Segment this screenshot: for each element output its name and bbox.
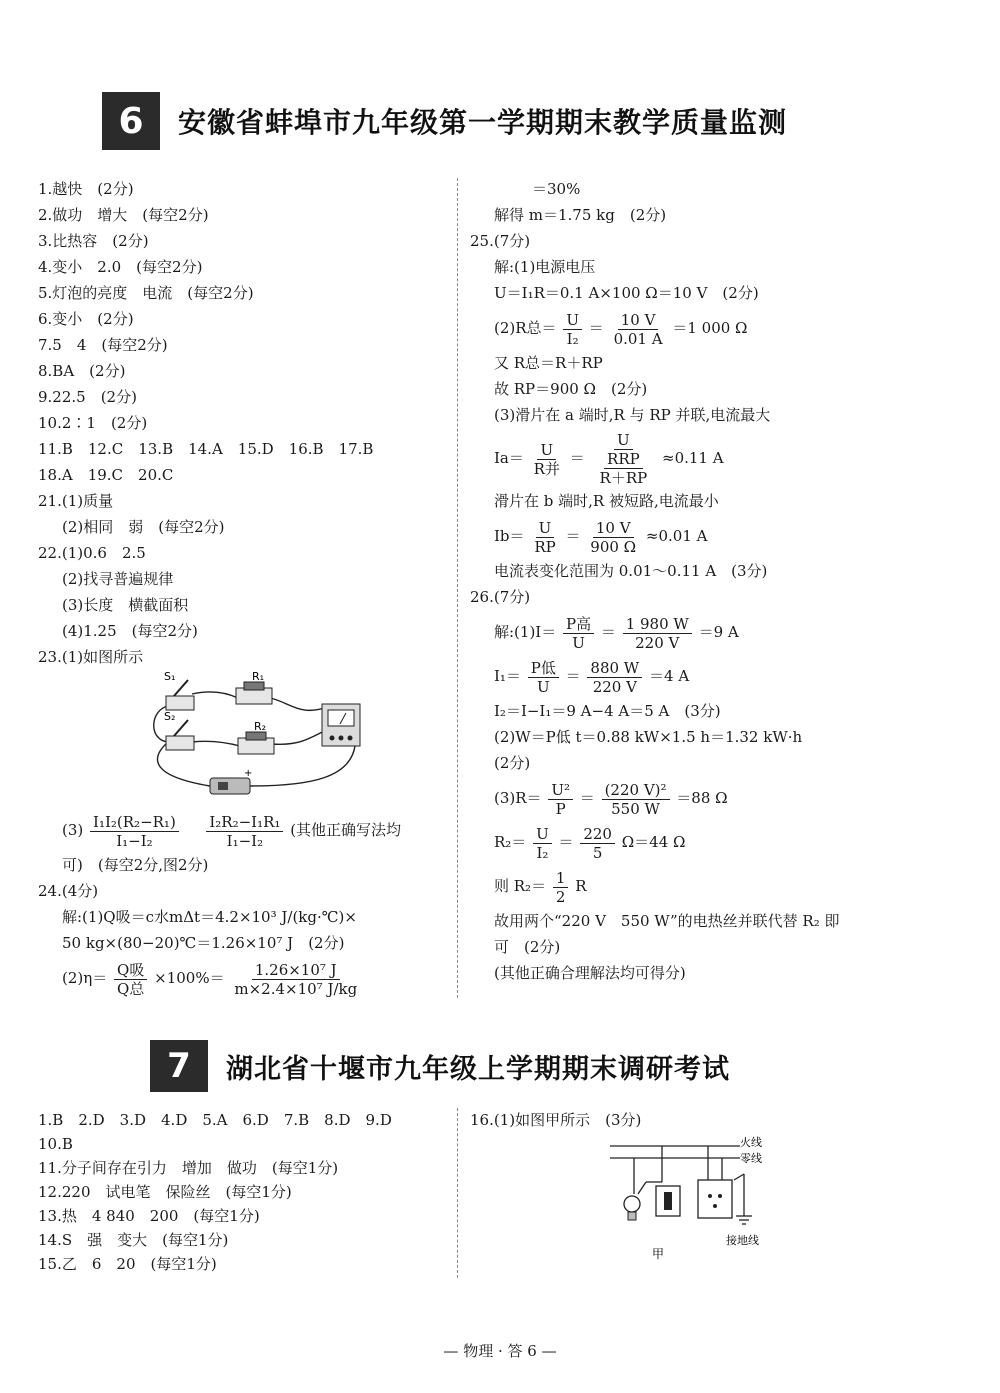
- answer-line: 6.变小 (2分): [38, 310, 134, 328]
- label-live-wire: 火线: [740, 1136, 762, 1149]
- answer-line: (2)相同 弱 (每空2分): [62, 518, 225, 536]
- fraction: $\frac{10 V}{0.01 A}$: [613, 310, 663, 348]
- answer-line: 4.变小 2.0 (每空2分): [38, 258, 203, 276]
- answer-line: 12.220 试电笔 保险丝 (每空1分): [38, 1183, 292, 1201]
- answer-line: 18.A 19.C 20.C: [38, 466, 174, 484]
- fraction: $\frac{\text{Q吸}}{\text{Q总}}$: [114, 961, 147, 998]
- section-7-header: [150, 1040, 730, 1092]
- answer-line: (4)1.25 (每空2分): [62, 622, 198, 640]
- fraction: $\frac{1}{2}$: [553, 869, 569, 906]
- fraction: $\frac{\text{P高}}{U}$: [563, 615, 594, 652]
- answer-line: 滑片在 b 端时,R 被短路,电流最小: [494, 492, 719, 510]
- answer-line: 故 RP＝900 Ω (2分): [494, 380, 648, 398]
- answer-line: 3.比热容 (2分): [38, 232, 149, 250]
- section-6-left-column: [38, 176, 448, 670]
- fraction: $\frac{\text{U²}}{P}$: [548, 781, 573, 818]
- page-footer: — 物理 · 答 6 —: [443, 1342, 557, 1360]
- answer-line: 可) (每空2分,图2分): [62, 856, 209, 874]
- fraction: $\frac{\text{P低}}{U}$: [528, 659, 559, 696]
- answer-line: 16.(1)如图甲所示 (3分): [470, 1111, 642, 1129]
- answer-line: 1.越快 (2分): [38, 180, 134, 198]
- fraction: $\frac{\text{(220 V)²}}{550 W}$: [602, 781, 670, 818]
- section-6-number: 6: [102, 92, 160, 150]
- fraction: $\frac{220}{5}$: [580, 825, 615, 862]
- answer-line: 11.B 12.C 13.B 14.A 15.D 16.B 17.B: [38, 440, 374, 458]
- answer-line: (其他正确合理解法均可得分): [494, 964, 686, 982]
- fraction: $\frac{U}{\text{R并}}$: [533, 440, 560, 478]
- circuit-diagram: [140, 668, 380, 810]
- q23-part3: (3) $\frac{\text{I₁I₂(R₂−R₁)}}{\text{I₁−I₂}}$ $\frac{\text{I₂R₂−I₁R₁}}{\text{I₁−I₂}}$ (其他正确写法均 可) (每空2分,图2分) 24.(4分) 解:(1)Q吸＝c水mΔt＝4.2×10³ J/(kg·℃)× 50 kg×(80−20)℃＝1.26×10⁷ J (2分) (2)η＝ $\frac{\text{Q吸}}{\text{Q总}}$ ×100%＝ $\frac{\text{1.26×10⁷ J}}{\text{m×2.4×10⁷ J/kg}}$: [38, 808, 458, 1000]
- answer-line: 21.(1)质量: [38, 492, 114, 510]
- answer-line: 故用两个“220 V 550 W”的电热丝并联代替 R₂ 即: [494, 912, 840, 930]
- label-r1: R₁: [252, 670, 265, 683]
- fraction: $\frac{U}{\text{I₂}}$: [533, 825, 552, 862]
- answer-line: U＝I₁R＝0.1 A×100 Ω＝10 V (2分): [494, 284, 759, 302]
- answer-line: 8.BA (2分): [38, 362, 126, 380]
- answer-line: 13.热 4 840 200 (每空1分): [38, 1207, 260, 1225]
- answer-line: 10.B: [38, 1135, 73, 1153]
- section-7-number: 7: [150, 1040, 208, 1092]
- answer-line: 24.(4分): [38, 882, 99, 900]
- fraction: $\frac{U}{RP}$: [534, 518, 556, 556]
- answer-line: 23.(1)如图所示: [38, 648, 144, 666]
- fraction: $\frac{U}{\frac{\text{RRP}}{R+RP}}$: [599, 431, 648, 487]
- answer-line: (2分): [494, 754, 531, 772]
- answer-line: I₂＝I−I₁＝9 A−4 A＝5 A (3分): [494, 702, 721, 720]
- fraction: $\frac{\text{I₂R₂−I₁R₁}}{\text{I₁−I₂}}$: [206, 813, 283, 850]
- section-7-title: 湖北省十堰市九年级上学期期末调研考试: [226, 1053, 730, 1085]
- label-s2: S₂: [164, 710, 176, 723]
- answer-line: 25.(7分): [470, 232, 531, 250]
- fraction: $\frac{10 V}{900 \Omega}$: [590, 518, 637, 556]
- label-r2: R₂: [254, 720, 267, 733]
- answer-line: 可 (2分): [494, 938, 561, 956]
- label-ground-wire: 接地线: [726, 1234, 759, 1247]
- answer-line: 10.2∶1 (2分): [38, 414, 148, 432]
- fraction: $\frac{1 980 W}{220 V}$: [623, 615, 692, 652]
- section-7-right-column: [470, 1108, 910, 1132]
- fraction: $\frac{U}{\text{I₂}}$: [563, 311, 582, 348]
- lamp-icon: [624, 1196, 640, 1212]
- answer-line: (2)找寻普遍规律: [62, 570, 174, 588]
- fraction: $\frac{\text{1.26×10⁷ J}}{\text{m×2.4×10⁷ J/kg}}$: [234, 960, 358, 998]
- answer-line: 5.灯泡的亮度 电流 (每空2分): [38, 284, 254, 302]
- section-6-header: [102, 92, 787, 150]
- label-s1: S₁: [164, 670, 176, 683]
- label-neutral-wire: 零线: [740, 1152, 762, 1165]
- answer-line: (3)滑片在 a 端时,R 与 RP 并联,电流最大: [494, 406, 771, 424]
- answer-line: 9.22.5 (2分): [38, 388, 137, 406]
- fraction: $\frac{\text{I₁I₂(R₂−R₁)}}{\text{I₁−I₂}}$: [90, 813, 179, 850]
- section-7-left-column: [38, 1108, 458, 1276]
- answer-line: 50 kg×(80−20)℃＝1.26×10⁷ J (2分): [62, 934, 345, 952]
- answer-line: 11.分子间存在引力 增加 做功 (每空1分): [38, 1159, 339, 1177]
- answer-line: 解:(1)电源电压: [494, 258, 596, 276]
- answer-line: 又 R总＝R＋RP: [494, 354, 603, 372]
- answer-line: 14.S 强 变大 (每空1分): [38, 1231, 229, 1249]
- svg-text:+: +: [244, 768, 253, 779]
- answer-line: 15.乙 6 20 (每空1分): [38, 1255, 217, 1273]
- figure-caption: 甲: [652, 1247, 665, 1261]
- answer-line: (2)W＝P低 t＝0.88 kW×1.5 h＝1.32 kW·h: [494, 728, 803, 746]
- answer-line: (3)长度 横截面积: [62, 596, 189, 614]
- answer-line: 解得 m＝1.75 kg (2分): [494, 206, 667, 224]
- answer-line: 22.(1)0.6 2.5: [38, 544, 146, 562]
- answer-line: 1.B 2.D 3.D 4.D 5.A 6.D 7.B 8.D 9.D: [38, 1111, 392, 1129]
- answer-line: ＝30%: [532, 180, 581, 198]
- answer-line: 2.做功 增大 (每空2分): [38, 206, 209, 224]
- answer-line: 26.(7分): [470, 588, 531, 606]
- answer-line: 7.5 4 (每空2分): [38, 336, 168, 354]
- answer-line: 解:(1)Q吸＝c水mΔt＝4.2×10³ J/(kg·℃)×: [62, 908, 357, 926]
- answer-line: 电流表变化范围为 0.01～0.11 A (3分): [494, 562, 768, 580]
- fraction: $\frac{880 W}{220 V}$: [587, 659, 642, 696]
- section-6-right-column: ＝30% 解得 m＝1.75 kg (2分) 25.(7分) 解:(1)电源电压 U＝I₁R＝0.1 A×100 Ω＝10 V (2分) (2)R总＝ $\frac{U}{\text{I₂}}$ ＝ $\frac{10 V}{0.01 A}$ ＝1 000 Ω 又 R总＝R＋RP 故 RP＝900 Ω (2分) (3)滑片在 a 端时,R 与 RP 并联,电流最大 Ia＝ $\frac{U}{\text{R并}}$ ＝ $\frac{U}{\frac{\text{RRP}}{R+RP}}$ ≈0.11 A 滑片在 b 端时,R 被短路,电流最小 Ib＝ $\frac{U}{RP}$ ＝ $\frac{10 V}{900 \Omega}$ ≈0.01 A 电流表变化范围为 0.01～0.11 A (3分) 26.(7分) 解:(1)I＝ $\frac{\text{P高}}{U}$ ＝ $\frac{1 980 W}{220 V}$ ＝9 A I₁＝ $\frac{\text{P低}}{U}$ ＝ $\frac{880 W}{220 V}$ ＝4 A I₂＝I−I₁＝9 A−4 A＝5 A (3分) (2)W＝P低 t＝0.88 kW×1.5 h＝1.32 kW·h (2分) (3)R＝ $\frac{\text{U²}}{P}$ ＝ $\frac{\text{(220 V)²}}{550 W}$ ＝88 Ω R₂＝ $\frac{U}{\text{I₂}}$ ＝ $\frac{220}{5}$ Ω＝44 Ω 则 R₂＝ $\frac{1}{2}$ R 故用两个“220 V 550 W”的电热丝并联代替 R₂ 即 可 (2分) (其他正确合理解法均可得分): [470, 176, 910, 986]
- wiring-diagram: [600, 1134, 800, 1264]
- section-6-title: 安徽省蚌埠市九年级第一学期期末教学质量监测: [178, 106, 788, 139]
